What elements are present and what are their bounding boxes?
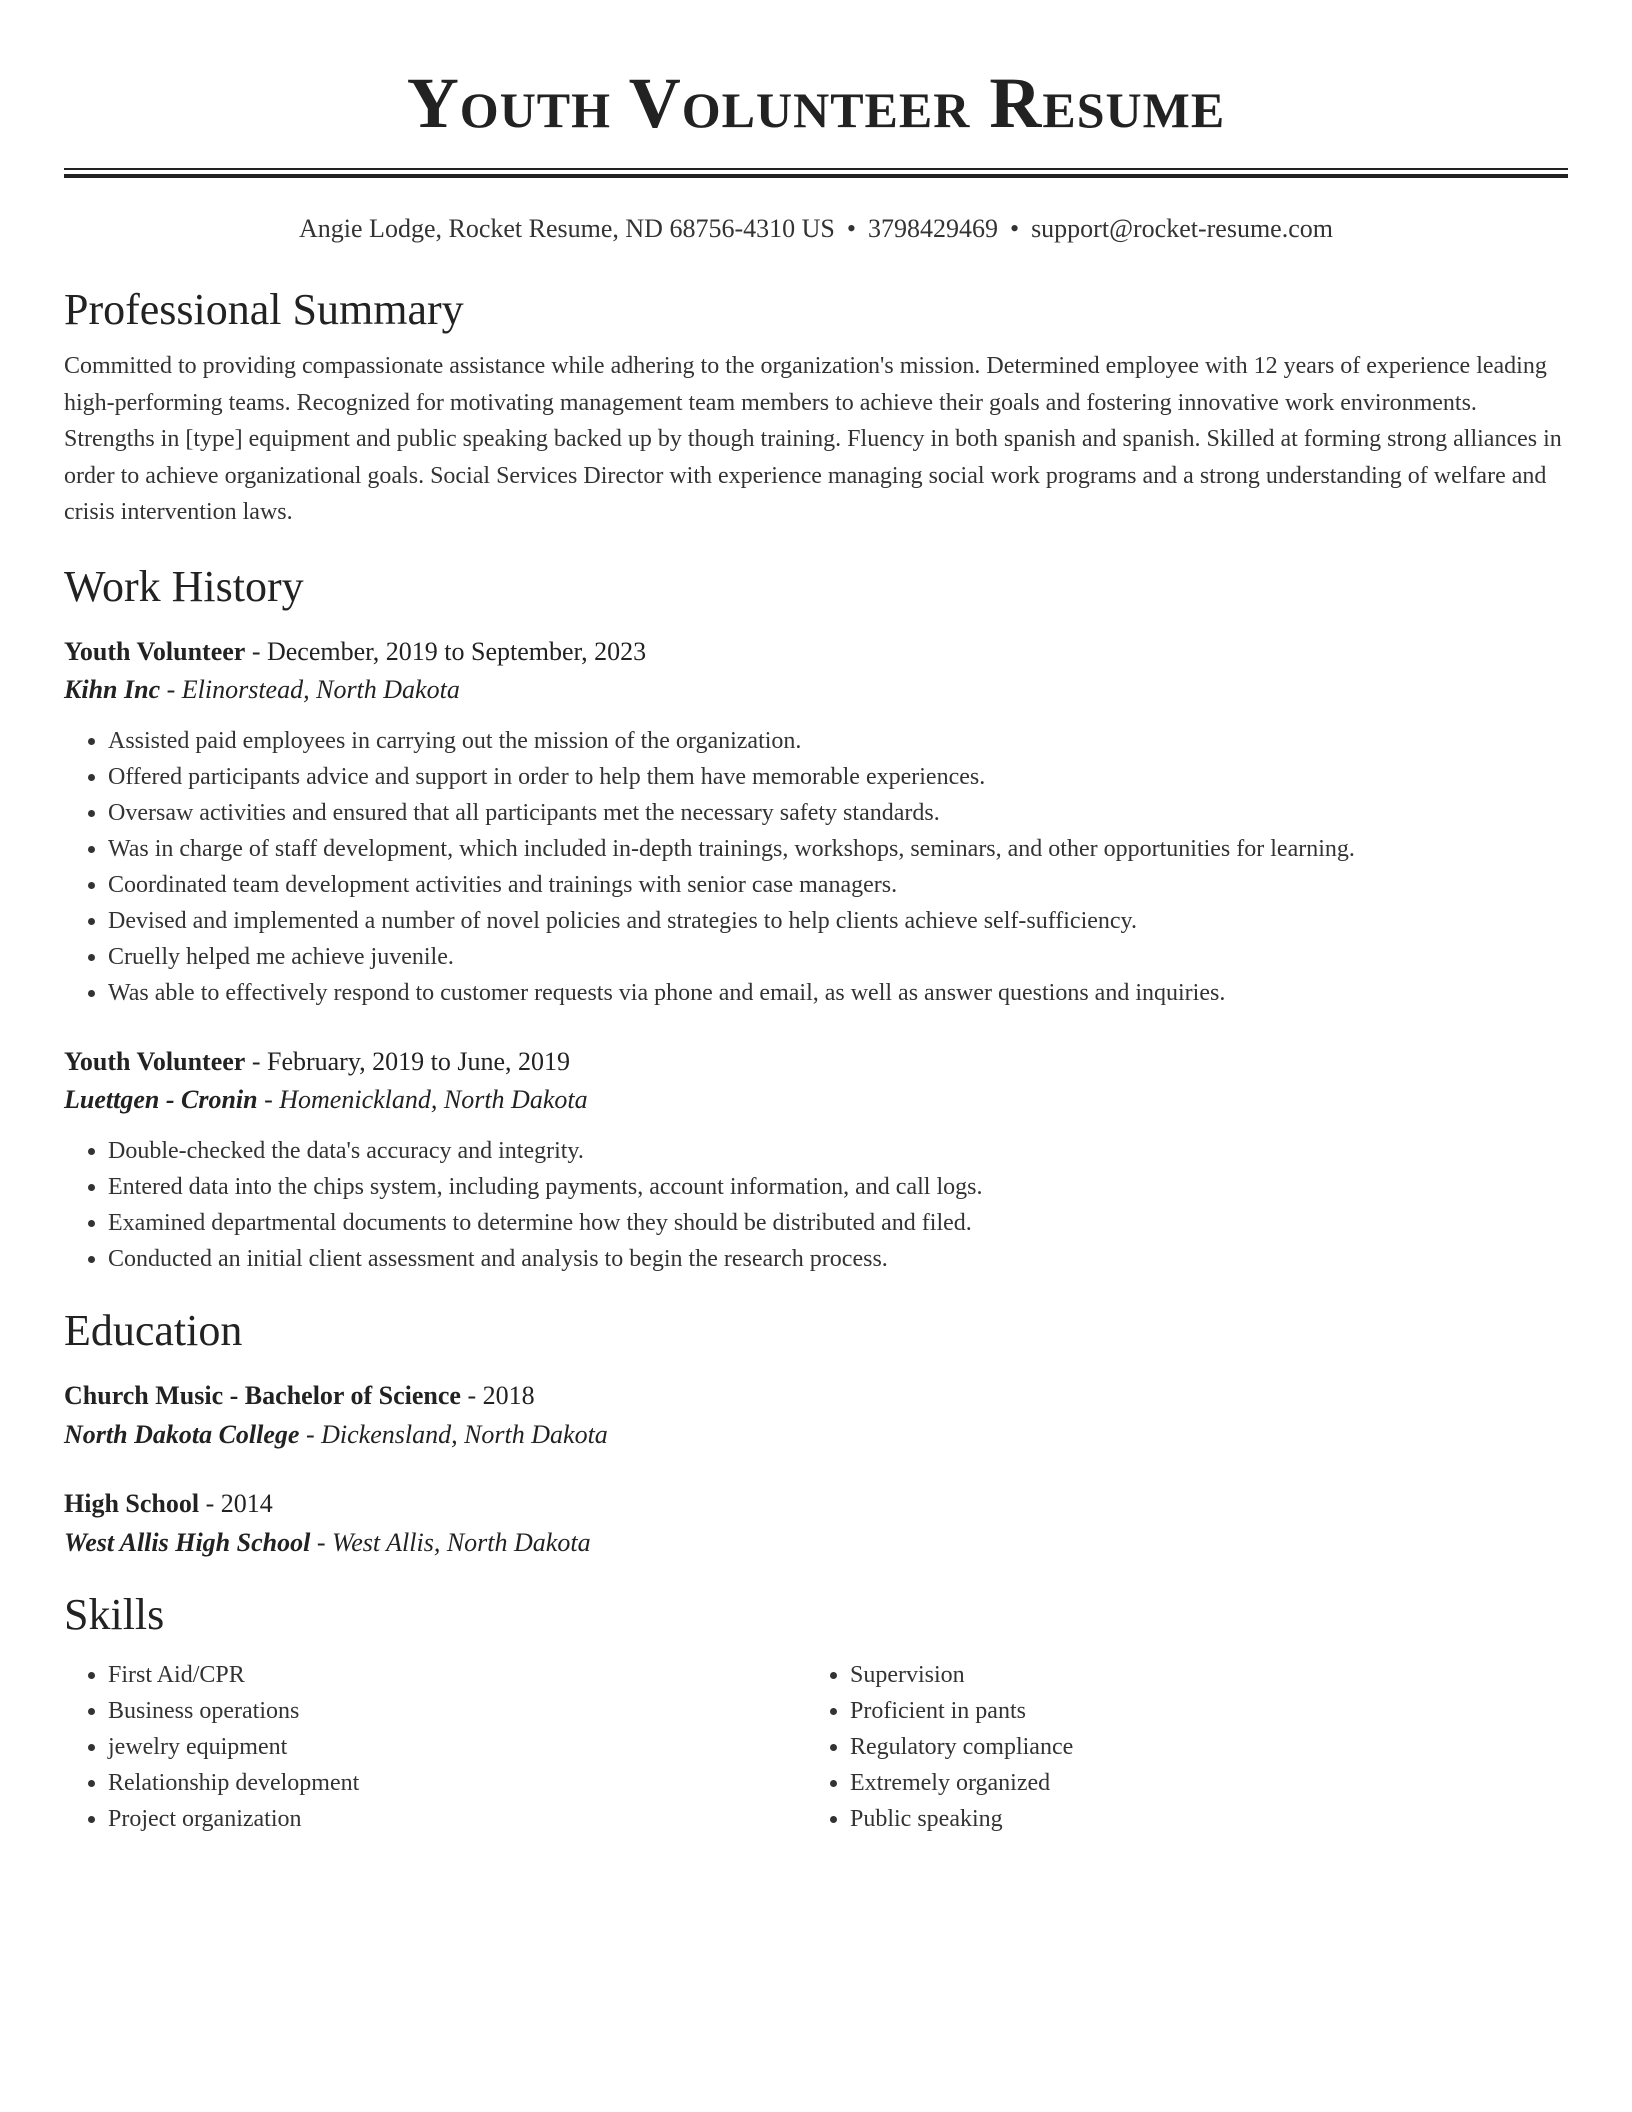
job-company: Kihn Inc xyxy=(64,674,161,704)
job-duty: • Examined departmental documents to determine how they should be distributed and filed. xyxy=(108,1205,1568,1241)
education-heading: Education xyxy=(64,1305,243,1355)
job-company: Luettgen - Cronin xyxy=(64,1084,258,1114)
job-duty: • Assisted paid employees in carrying out the mission of the organization. xyxy=(108,723,1568,759)
summary-text: Committed to providing compassionate assistance while adhering to the organization's mission. Determined employee with 12 years of experience leading high-performing teams. Recognized for motivating management team members to achieve their goals and fostering innovative work environments. Strengths in [type] equipment and public speaking backed up by though training. Fluency in both spanish and spanish. Skilled at forming strong alliances in order to achieve organizational goals. Social Services Director with experience managing social work programs and a strong understanding of welfare and crisis intervention laws. xyxy=(64,353,1562,525)
skill-item: • Public speaking xyxy=(850,1801,1548,1837)
education-header xyxy=(64,1377,1568,1415)
job-entry xyxy=(64,633,1568,1011)
education-school: North Dakota College xyxy=(64,1419,300,1449)
education-year: - 2018 xyxy=(460,1380,535,1410)
skill-item: • Extremely organized xyxy=(850,1765,1548,1801)
skill-item: • First Aid/CPR xyxy=(108,1657,806,1693)
education-degree: Church Music - Bachelor of Science xyxy=(64,1380,461,1410)
job-duty: • Entered data into the chips system, including payments, account information, and call logs. xyxy=(108,1169,1568,1205)
contact-separator: • xyxy=(1009,214,1020,243)
contact-line xyxy=(64,212,1568,246)
skills-heading: Skills xyxy=(64,1589,165,1639)
job-duty: • Cruelly helped me achieve juvenile. xyxy=(108,939,1568,975)
education-school-line xyxy=(64,1415,1568,1455)
contact-phone: 3798429469 xyxy=(867,214,998,243)
title-divider xyxy=(64,168,1568,178)
skill-item: • Supervision xyxy=(850,1657,1548,1693)
job-employer xyxy=(64,671,1568,709)
contact-address: Angie Lodge, Rocket Resume, ND 68756-4310 US xyxy=(299,214,835,243)
job-duty: • Was in charge of staff development, which included in-depth trainings, workshops, seminars, and other opportunities for learning. xyxy=(108,831,1568,867)
job-duties-list xyxy=(64,723,1568,1011)
job-duties-list xyxy=(64,1133,1568,1277)
education-location: - Dickensland, North Dakota xyxy=(299,1419,608,1449)
job-entry xyxy=(64,1043,1568,1277)
job-header xyxy=(64,1043,1568,1081)
job-location: - Homenickland, North Dakota xyxy=(257,1084,588,1114)
education-location: - West Allis, North Dakota xyxy=(310,1527,591,1557)
job-title: Youth Volunteer xyxy=(64,636,246,666)
skill-item: • Project organization xyxy=(108,1801,806,1837)
resume-title: Youth Volunteer Resume xyxy=(406,63,1226,143)
job-dates: - December, 2019 to September, 2023 xyxy=(245,636,647,666)
skills-columns xyxy=(64,1657,1568,1837)
skill-item: • jewelry equipment xyxy=(108,1729,806,1765)
contact-separator: • xyxy=(846,214,856,243)
job-employer xyxy=(64,1081,1568,1119)
education-entry xyxy=(64,1377,1568,1455)
education-header xyxy=(64,1485,1568,1523)
education-entry xyxy=(64,1485,1568,1563)
job-duty: • Was able to effectively respond to customer requests via phone and email, as well as answer questions and inquiries. xyxy=(108,975,1568,1011)
job-header xyxy=(64,633,1568,671)
job-location: - Elinorstead, North Dakota xyxy=(160,674,460,704)
job-duty: • Coordinated team development activities and trainings with senior case managers. xyxy=(108,867,1568,903)
education-degree: High School xyxy=(64,1488,200,1518)
education-school: West Allis High School xyxy=(64,1527,311,1557)
contact-email: support@rocket-resume.com xyxy=(1031,214,1333,243)
job-duty: • Oversaw activities and ensured that all participants met the necessary safety standards. xyxy=(108,795,1568,831)
job-duty: • Conducted an initial client assessment and analysis to begin the research process. xyxy=(108,1241,1568,1277)
job-dates: - February, 2019 to June, 2019 xyxy=(245,1046,571,1076)
skills-list-right xyxy=(806,1657,1548,1837)
education-school-line xyxy=(64,1523,1568,1563)
skill-item: • Regulatory compliance xyxy=(850,1729,1548,1765)
job-duty: • Devised and implemented a number of novel policies and strategies to help clients achieve self-sufficiency. xyxy=(108,903,1568,939)
skill-item: • Relationship development xyxy=(108,1765,806,1801)
job-duty: • Double-checked the data's accuracy and integrity. xyxy=(108,1133,1568,1169)
summary-heading: Professional Summary xyxy=(64,285,464,334)
skills-list-left xyxy=(64,1657,806,1837)
skill-item: • Business operations xyxy=(108,1693,806,1729)
work-history-heading: Work History xyxy=(64,561,304,611)
job-duty: • Offered participants advice and support in order to help them have memorable experiences. xyxy=(108,759,1568,795)
job-title: Youth Volunteer xyxy=(64,1046,246,1076)
skill-item: • Proficient in pants xyxy=(850,1693,1548,1729)
education-year: - 2014 xyxy=(199,1488,273,1518)
